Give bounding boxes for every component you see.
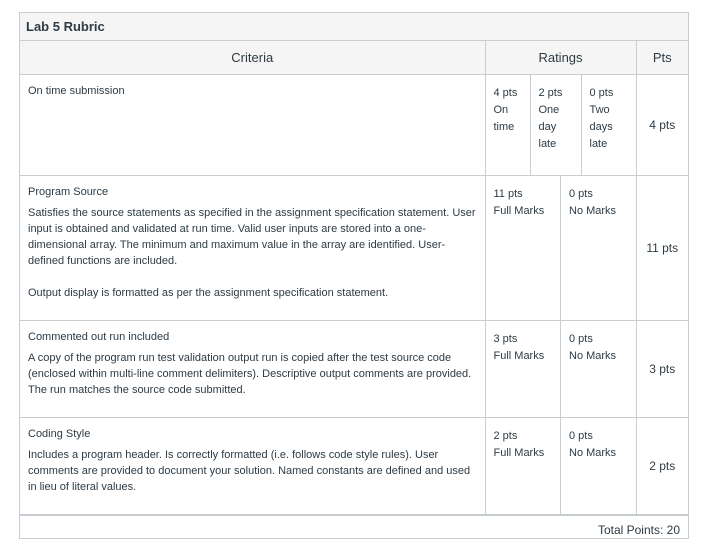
rating-option[interactable]	[561, 418, 636, 514]
rubric-title: Lab 5 Rubric	[20, 13, 688, 41]
criterion-title: Commented out run included	[28, 331, 170, 343]
rating-points: 0 pts	[569, 188, 593, 200]
rating-option[interactable]	[486, 321, 562, 417]
criterion-title: Coding Style	[28, 428, 91, 440]
criterion-description	[28, 447, 477, 495]
rating-description: On time	[493, 104, 515, 133]
rating-option[interactable]	[582, 75, 636, 175]
rating-option[interactable]	[561, 321, 636, 417]
criterion-cell	[20, 321, 485, 418]
rating-option[interactable]	[486, 176, 562, 320]
criterion-points: 3 pts	[636, 321, 688, 418]
ratings-cell	[485, 418, 636, 515]
criterion-description	[28, 205, 477, 301]
rating-description: No Marks	[569, 447, 617, 459]
rating-points: 2 pts	[493, 430, 518, 442]
rating-option[interactable]	[561, 176, 636, 320]
description-paragraph: Satisfies the source statements as specified in the assignment specification statement. User input is obtained and validated at run time. Valid user inputs are stored into a one-dimensional array. The minimum and maximum value in the array are identified. User-defined functions are included.	[28, 207, 476, 267]
criterion-row-commented-run	[20, 321, 688, 418]
rating-points: 0 pts	[569, 430, 593, 442]
ratings-cell	[485, 176, 636, 321]
rating-description: Two days late	[589, 104, 613, 150]
rating-points: 2 pts	[538, 87, 563, 99]
total-points: Total Points: 20	[20, 515, 688, 544]
header-row	[20, 41, 688, 75]
ratings-cell	[485, 75, 636, 176]
criterion-points: 4 pts	[636, 75, 688, 176]
criterion-title: On time submission	[28, 85, 125, 97]
rating-description: No Marks	[569, 350, 617, 362]
rubric-table	[20, 41, 688, 515]
rating-points: 11 pts	[493, 188, 523, 200]
rating-points: 0 pts	[589, 87, 614, 99]
rating-option[interactable]	[486, 75, 531, 175]
rating-description: One day late	[538, 104, 560, 150]
rubric-panel	[19, 12, 689, 539]
criterion-title: Program Source	[28, 186, 109, 198]
rating-description: No Marks	[569, 205, 617, 217]
criterion-row-on-time	[20, 75, 688, 176]
description-paragraph: Includes a program header. Is correctly formatted (i.e. follows code style rules). User comments are provided to document your solution. Named constants are defined and used in lieu of literal values.	[28, 449, 471, 493]
description-paragraph: A copy of the program run test validation output run is copied after the test source code (enclosed within multi-line comment delimiters). Descriptive output comments are provided. The run matches the source code submitted.	[28, 352, 472, 396]
criterion-description	[28, 350, 477, 398]
description-paragraph: Output display is formatted as per the assignment specification statement.	[28, 287, 389, 299]
criteria-header: Criteria	[20, 41, 485, 75]
criterion-row-coding-style	[20, 418, 688, 515]
criterion-row-program-source	[20, 176, 688, 321]
criterion-cell	[20, 176, 485, 321]
pts-header: Pts	[636, 41, 688, 75]
rating-description: Full Marks	[493, 205, 545, 217]
rating-points: 4 pts	[493, 87, 518, 99]
criterion-points: 11 pts	[636, 176, 688, 321]
rating-description: Full Marks	[493, 350, 545, 362]
rating-description: Full Marks	[493, 447, 545, 459]
criterion-cell	[20, 75, 485, 176]
ratings-header: Ratings	[485, 41, 636, 75]
criterion-cell	[20, 418, 485, 515]
rating-option[interactable]	[531, 75, 582, 175]
rating-option[interactable]	[486, 418, 562, 514]
ratings-cell	[485, 321, 636, 418]
rating-points: 3 pts	[493, 333, 518, 345]
rating-points: 0 pts	[569, 333, 593, 345]
criterion-points: 2 pts	[636, 418, 688, 515]
